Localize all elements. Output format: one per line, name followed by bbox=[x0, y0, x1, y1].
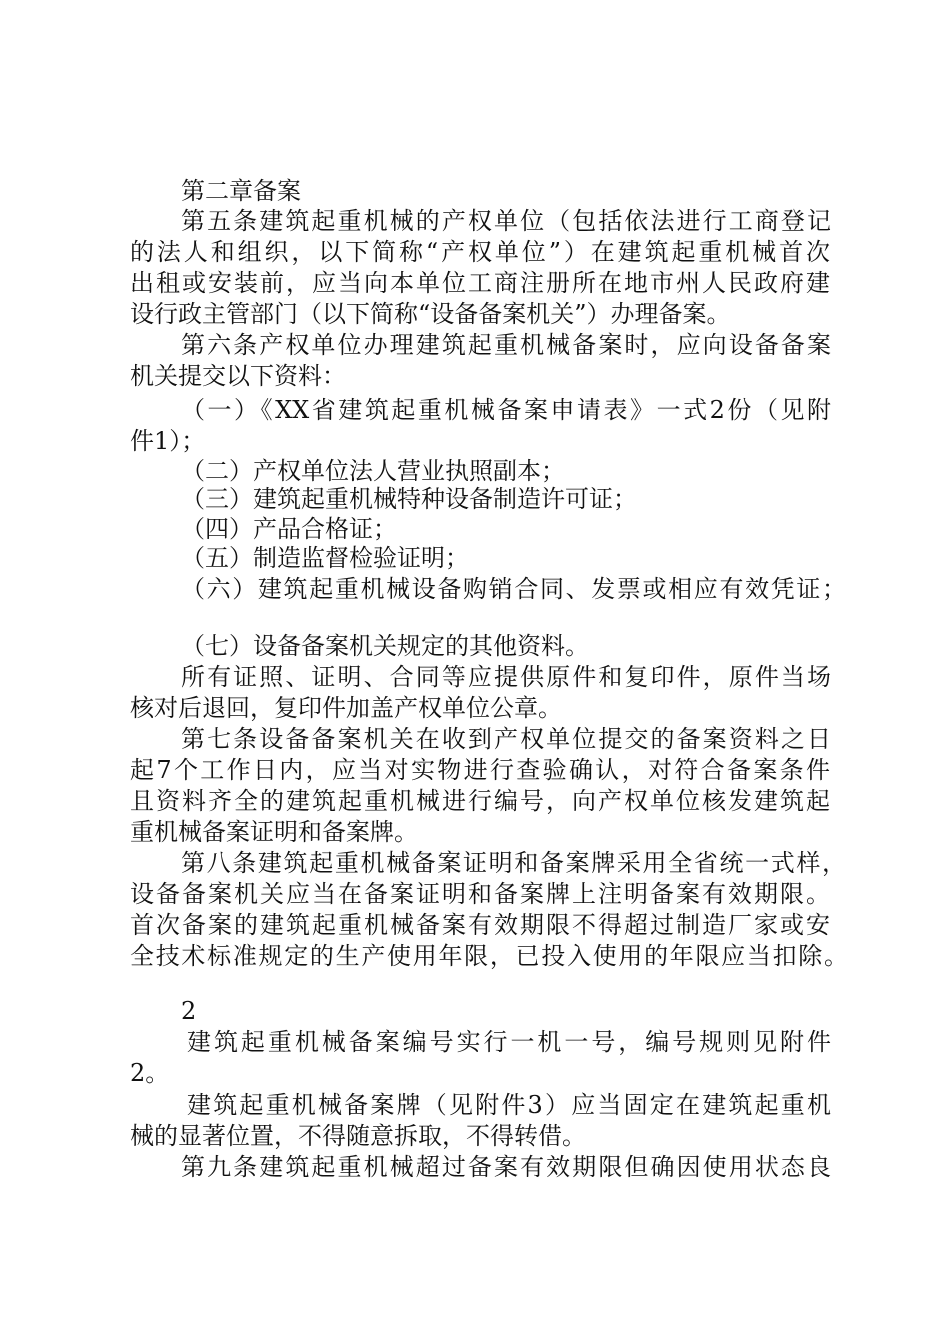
note-line-1: 所有证照、证明、合同等应提供原件和复印件，原件当场 bbox=[181, 663, 831, 691]
note-line-2: 核对后退回，复印件加盖产权单位公章。 bbox=[130, 694, 562, 722]
article-7-line-4: 重机械备案证明和备案牌。 bbox=[130, 818, 418, 846]
list-item-6: （六）建筑起重机械设备购销合同、发票或相应有效凭证； bbox=[181, 575, 846, 603]
numbering-line-1: 建筑起重机械备案编号实行一机一号，编号规则见附件 bbox=[187, 1028, 831, 1056]
list-item-1-line-1: （一）《XX省建筑起重机械备案申请表》一式2份（见附 bbox=[181, 396, 831, 424]
list-item-5: （五）制造监督检验证明； bbox=[181, 544, 469, 572]
list-item-4: （四）产品合格证； bbox=[181, 515, 397, 543]
page-number: 2 bbox=[181, 997, 197, 1025]
article-5-line-1: 第五条建筑起重机械的产权单位（包括依法进行工商登记 bbox=[181, 207, 831, 235]
plate-line-1: 建筑起重机械备案牌（见附件3）应当固定在建筑起重机 bbox=[187, 1091, 831, 1119]
article-6-line-1: 第六条产权单位办理建筑起重机械备案时，应向设备备案 bbox=[181, 331, 831, 359]
article-7-line-2: 起7个工作日内，应当对实物进行查验确认，对符合备案条件 bbox=[130, 756, 830, 784]
article-8-line-1: 第八条建筑起重机械备案证明和备案牌采用全省统一式样， bbox=[181, 849, 846, 877]
article-5-line-2: 的法人和组织，以下简称“产权单位”）在建筑起重机械首次 bbox=[130, 238, 830, 266]
list-item-7: （七）设备备案机关规定的其他资料。 bbox=[181, 632, 589, 660]
list-item-1-line-2: 件1）； bbox=[130, 427, 206, 455]
list-item-2: （二）产权单位法人营业执照副本； bbox=[181, 457, 565, 485]
article-5-line-3: 出租或安装前，应当向本单位工商注册所在地市州人民政府建 bbox=[130, 269, 830, 297]
article-6-line-2: 机关提交以下资料： bbox=[130, 362, 346, 390]
article-8-line-3: 首次备案的建筑起重机械备案有效期限不得超过制造厂家或安 bbox=[130, 911, 830, 939]
article-5-line-4: 设行政主管部门（以下简称“设备备案机关”）办理备案。 bbox=[130, 300, 731, 328]
list-item-3: （三）建筑起重机械特种设备制造许可证； bbox=[181, 485, 637, 513]
article-8-line-4: 全技术标准规定的生产使用年限，已投入使用的年限应当扣除。 bbox=[130, 942, 848, 970]
article-9-line-1: 第九条建筑起重机械超过备案有效期限但确因使用状态良 bbox=[181, 1153, 831, 1181]
numbering-line-2: 2。 bbox=[130, 1059, 170, 1087]
chapter-heading: 第二章备案 bbox=[181, 177, 301, 205]
article-7-line-1: 第七条设备备案机关在收到产权单位提交的备案资料之日 bbox=[181, 725, 831, 753]
article-8-line-2: 设备备案机关应当在备案证明和备案牌上注明备案有效期限。 bbox=[130, 880, 830, 908]
plate-line-2: 械的显著位置，不得随意拆取，不得转借。 bbox=[130, 1122, 586, 1150]
article-7-line-3: 且资料齐全的建筑起重机械进行编号，向产权单位核发建筑起 bbox=[130, 787, 830, 815]
